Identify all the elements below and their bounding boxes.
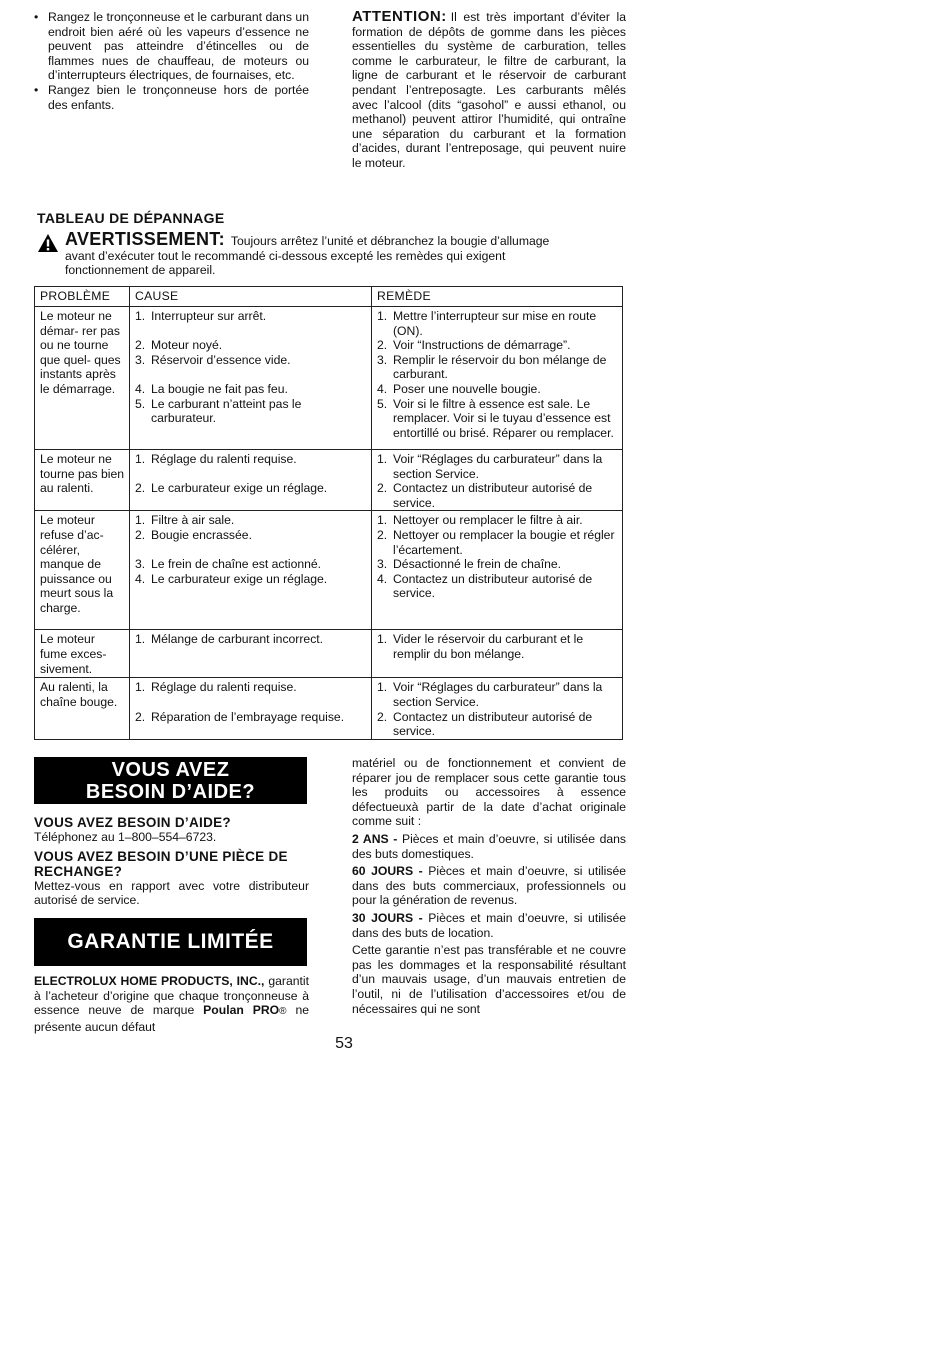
term-label: 30 JOURS -: [352, 910, 423, 925]
item-number: 1.: [377, 452, 388, 466]
remede-item: [377, 513, 618, 528]
remede-item: [377, 338, 618, 353]
table-row: [35, 450, 623, 511]
cause-item: [135, 632, 367, 647]
page-number: 53: [335, 1035, 353, 1052]
item-text: Mélange de carburant incorrect.: [151, 632, 324, 647]
help-banner-line-2: BESOIN D’AIDE?: [85, 781, 256, 803]
item-text: Contactez un distributeur autorisé de service.: [393, 709, 593, 739]
item-number: 2.: [135, 709, 146, 724]
cause-item: [135, 452, 367, 467]
warranty-term: [352, 832, 626, 861]
probleme-cell: Le moteur ne tourne pas bien au ralenti.: [35, 450, 130, 511]
term-text: Pièces et main d’oeuvre, si utilisée dans des buts domestiques.: [352, 831, 627, 861]
cause-item: [135, 338, 367, 353]
company-name: ELECTROLUX HOME PRODUCTS, INC.,: [34, 974, 265, 988]
bullet-icon: •: [34, 10, 39, 24]
remede-cell: [372, 630, 623, 678]
item-text: Le carburant n’atteint pas le carburateur.: [151, 396, 302, 426]
phone-text: Téléphonez au 1–800–554–6723.: [34, 830, 217, 844]
probleme-cell: Le moteur refuse d’ac- célérer, manque de puissance ou meurt sous la charge.: [35, 511, 130, 630]
warning-block: [37, 229, 617, 278]
cause-item: [135, 513, 367, 528]
warning-heading: AVERTISSEMENT:: [65, 229, 225, 249]
table-row: [35, 307, 623, 450]
tableau-title: TABLEAU DE DÉPANNAGE: [37, 210, 225, 226]
attention-paragraph: [352, 10, 626, 171]
item-text: Désactionné le frein de chaîne.: [393, 557, 562, 572]
term-label: 2 ANS -: [352, 831, 398, 846]
bullet-icon: •: [34, 82, 39, 97]
item-text: Bougie encrassée.: [151, 527, 252, 542]
item-text: Moteur noyé.: [151, 338, 223, 353]
attention-text: Il est très important d’éviter la formation de dépôts de gomme dans les pièces essentielles du système de carburation, telles comme le carburateur, le filtre de carburant, la ligne de carburant et le réservoir de carburant pendant l’entreposagte. Les carburants mêlés avec l’alcool (dits “gasohol” e aussi ethanol, ou methanol) peuvent attiror l’humidité, qui ontraîne une séparation du carburant et la formation d’acides, durant l’entreposage, qui peuvent nuire le moteur.: [352, 10, 626, 170]
cause-item: [135, 397, 367, 426]
item-text: Voir “Réglages du carburateur” dans la section Service.: [393, 680, 603, 709]
item-text: Poser une nouvelle bougie.: [393, 381, 541, 396]
table-row: [35, 630, 623, 678]
item-text: Voir si le filtre à essence est sale. Le remplacer. Voir si le tuyau d’essence est entortillé ou brisé. Réparer ou remplacer.: [393, 396, 614, 440]
cause-item: [135, 382, 367, 397]
bullet-text: Rangez bien le tronçonneuse hors de portée des enfants.: [48, 82, 309, 112]
remede-item: [377, 397, 618, 441]
remede-item: [377, 632, 618, 661]
item-number: 3.: [135, 352, 146, 367]
warning-text-2: avant d’exécuter tout le recommandé ci-dessous excepté les remèdes qui exigent: [65, 248, 506, 263]
warranty-text-a: garantit à l’acheteur d’origine que chaque tronçonneuse à essence neuve de marque: [34, 974, 309, 1018]
remede-cell: [372, 678, 623, 739]
remede-item: [377, 481, 618, 510]
cause-cell: [130, 307, 372, 450]
remede-cell: [372, 307, 623, 450]
item-text: Réglage du ralenti requise.: [151, 680, 297, 695]
cause-cell: [130, 678, 372, 739]
remede-cell: [372, 450, 623, 511]
bullet-item: [34, 10, 309, 83]
item-text: La bougie ne fait pas feu.: [151, 381, 288, 396]
table-row: [35, 678, 623, 739]
item-text: Vider le réservoir du carburant et le remplir du bon mélange.: [393, 632, 584, 661]
replacement-part-text: Mettez-vous en rapport avec votre distributeur autorisé de service.: [34, 878, 309, 908]
item-number: 2.: [377, 338, 388, 353]
item-text: Le carburateur exige un réglage.: [151, 571, 328, 586]
item-text: Remplir le réservoir du bon mélange de carburant.: [393, 352, 607, 382]
remede-item: [377, 452, 618, 481]
cause-item: [135, 557, 367, 572]
remede-item: [377, 680, 618, 709]
remede-item: [377, 309, 618, 338]
bullet-item: [34, 83, 309, 112]
cause-cell: [130, 630, 372, 678]
warranty-term: [352, 864, 626, 908]
table-header-row: [35, 287, 623, 307]
warning-line-1: [37, 229, 617, 249]
header-remede: REMÈDE: [372, 287, 623, 307]
cause-cell: [130, 450, 372, 511]
cause-item: [135, 710, 367, 725]
table-row: [35, 511, 623, 630]
attention-heading: ATTENTION:: [352, 8, 447, 25]
remede-item: [377, 528, 618, 557]
cause-cell: [130, 511, 372, 630]
replacement-part-heading: VOUS AVEZ BESOIN D’UNE PIÈCE DE RECHANGE?: [34, 848, 288, 879]
warranty-banner: [34, 918, 307, 966]
item-number: 5.: [135, 396, 146, 411]
item-number: 4.: [377, 571, 388, 586]
warning-text-1: Toujours arrêtez l’unité et débranchez la bougie d’allumage: [230, 234, 550, 248]
item-text: Le frein de chaîne est actionné.: [151, 557, 322, 572]
term-label: 60 JOURS -: [352, 864, 423, 879]
remede-item: [377, 572, 618, 601]
brand-name: Poulan PRO: [203, 1003, 280, 1018]
cause-item: [135, 353, 367, 368]
help-section: [34, 815, 309, 908]
item-number: 2.: [135, 527, 146, 542]
item-number: 2.: [135, 338, 146, 353]
header-cause: CAUSE: [130, 287, 372, 307]
bullet-text: Rangez le tronçonneuse et le carburant dans un endroit bien aéré où les vapeurs d’essence ne peuvent pas atteindre d’étincelles ou de flammes nues de chauffeau, de moteurs ou d’interrupteurs électriques, de fournaises, etc.: [48, 10, 309, 83]
item-number: 4.: [135, 381, 146, 396]
remede-item: [377, 710, 618, 739]
cause-item: [135, 680, 367, 695]
warranty-terms-column: [352, 756, 626, 1019]
item-number: 2.: [377, 481, 388, 496]
probleme-cell: Au ralenti, la chaîne bouge.: [35, 678, 130, 739]
warranty-closing: Cette garantie n’est pas transférable et ne couvre pas les dommages et la responsabilité résultant d’un mauvais usage, d’un mauvais entretien de l’outil, ni de l’utilisation d’accessoires et/ou de nécessaires qui ne sont: [352, 943, 626, 1016]
item-text: Réparation de l’embrayage requise.: [151, 709, 345, 724]
help-banner: [34, 757, 307, 804]
cause-item: [135, 309, 367, 324]
term-text: Pièces et main d’oeuvre, si utilisée dans des buts de location.: [352, 910, 626, 940]
item-number: 1.: [377, 680, 388, 695]
item-text: Contactez un distributeur autorisé de service.: [393, 571, 593, 601]
troubleshooting-table: [34, 286, 623, 740]
remede-item: [377, 353, 618, 382]
cause-item: [135, 528, 367, 543]
item-number: 3.: [377, 352, 388, 367]
warning-text-3: fonctionnement de appareil.: [65, 263, 216, 278]
warranty-banner-text: GARANTIE LIMITÉE: [67, 930, 274, 953]
item-text: Nettoyer ou remplacer le filtre à air.: [393, 513, 583, 528]
item-text: Interrupteur sur arrêt.: [151, 309, 267, 323]
item-number: 4.: [135, 571, 146, 586]
header-probleme: PROBLÈME: [35, 287, 130, 307]
item-text: Nettoyer ou remplacer la bougie et régler l’écartement.: [393, 527, 615, 557]
warranty-text-b: ne présente aucun défaut: [34, 1003, 309, 1034]
item-number: 5.: [377, 396, 388, 411]
remede-item: [377, 382, 618, 397]
item-number: 1.: [135, 309, 146, 323]
warranty-intro: matériel ou de fonctionnement et convient de réparer jou de remplacer sous cette garantie tous les produits ou accessoires à essence défectueuxà partir de la date d’achat originale comme suit :: [352, 756, 626, 829]
remede-cell: [372, 511, 623, 630]
item-text: Voir “Instructions de démarrage”.: [393, 338, 571, 353]
item-number: 1.: [377, 632, 388, 647]
storage-bullets: [34, 10, 309, 112]
item-number: 4.: [377, 381, 388, 396]
registered-mark: ®: [279, 1006, 287, 1018]
item-number: 1.: [377, 309, 388, 323]
item-number: 1.: [135, 513, 146, 528]
item-text: Contactez un distributeur autorisé de service.: [393, 481, 593, 510]
item-text: Réglage du ralenti requise.: [151, 452, 297, 466]
item-text: Le carburateur exige un réglage.: [151, 481, 328, 496]
warranty-section: [34, 974, 309, 1034]
probleme-cell: Le moteur ne démar- rer pas ou ne tourne que quel- ques instants après le démarrage.: [35, 307, 130, 450]
help-banner-line-1: VOUS AVEZ: [111, 759, 230, 781]
term-text: Pièces et main d’oeuvre, si utilisée dans des buts commerciaux, professionnels ou pour la génération de revenus.: [352, 864, 626, 908]
item-text: Filtre à air sale.: [151, 513, 235, 528]
item-text: Mettre l’interrupteur sur mise en route (ON).: [393, 309, 597, 338]
item-number: 2.: [135, 481, 146, 496]
item-number: 1.: [135, 632, 146, 647]
item-text: Réservoir d’essence vide.: [151, 352, 291, 367]
cause-item: [135, 481, 367, 496]
cause-item: [135, 572, 367, 587]
item-number: 1.: [377, 513, 388, 528]
help-heading: VOUS AVEZ BESOIN D’AIDE?: [34, 815, 231, 830]
item-number: 3.: [135, 557, 146, 572]
item-number: 3.: [377, 557, 388, 572]
item-number: 1.: [135, 680, 146, 695]
warranty-term: [352, 911, 626, 940]
warning-icon: [37, 233, 59, 253]
probleme-cell: Le moteur fume exces- sivement.: [35, 630, 130, 678]
remede-item: [377, 557, 618, 572]
item-number: 2.: [377, 709, 388, 724]
item-text: Voir “Réglages du carburateur” dans la section Service.: [393, 452, 603, 481]
item-number: 1.: [135, 452, 146, 466]
item-number: 2.: [377, 527, 388, 542]
